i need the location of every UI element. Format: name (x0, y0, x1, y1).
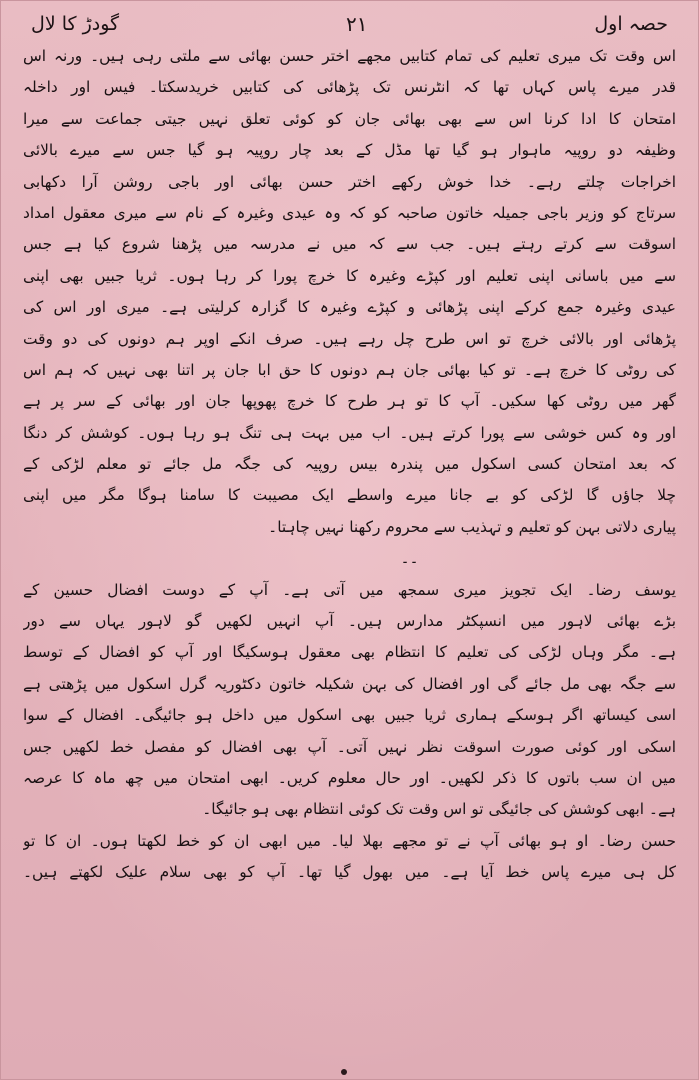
text-line: قدر میرے پاس کہاں تھا کہ انٹرنس تک پڑھائی کی کتابیں خریدسکتا۔ فیس اور داخلہ (23, 78, 676, 97)
text-line: حسن رضا۔ او ہو بھائی آپ نے تو مجھے بھلا لیا۔ میں ابھی ان کو خط لکھتا ہوں۔ ان کا تو (23, 831, 676, 850)
text-line: اسکی اور کوئی صورت اسوقت نظر نہیں آتی۔ آپ بھی افضال کو مفصل خط لکھیں جس (23, 737, 676, 756)
part-label: حصہ اول (594, 13, 668, 35)
text-line: پڑھائی اور بالائی خرچ تو اس طرح چل رہے ہیں۔ صرف انکے اوپر ہم دونوں کی دو وقت (23, 329, 676, 348)
text-line: سے میں باسانی اپنی تعلیم اور کپڑے وغیرہ کا خرچ پورا کر رہا ہوں۔ ثریا جبیں بھی اپنی (23, 266, 676, 285)
text-line: گھر میں روٹی کھا سکیں۔ آپ کا تو ہر طرح کا خرچ پھوپھا جان اور بھائی کے سر پر ہے (23, 392, 676, 411)
text-line: بڑے بھائی لاہور میں انسپکٹر مدارس ہیں۔ آپ انہیں لکھیں گو لاہور یہاں سے دور (23, 612, 676, 631)
text-line: امتحان کا ادا کرنا اس سے بھی بھائی جان کو کوئی تعلق نہیں جیتی جماعت سے میرا (23, 109, 676, 128)
text-line: سرتاج کو وزیر باجی جمیلہ خاتون صاحبہ کو کہ وہ عیدی وغیرہ کے نام سے میری معقول امداد (23, 203, 676, 222)
text-line: ہے۔ ابھی کوشش کی جائیگی تو اس وقت تک کوئی انتظام بھی ہو جائیگا۔ (202, 800, 676, 819)
text-line: پیاری دلاتی بہن کو تعلیم و تہذیب سے محروم رکھنا نہیں چاہتا۔ (268, 517, 676, 536)
text-line: یوسف رضا۔ ایک تجویز میری سمجھ میں آتی ہے۔ آپ کے دوست افضال حسین کے (23, 580, 676, 599)
text-line: سے جگہ بھی مل جائے گی اور افضال کی بہن شکیلہ خاتون دکٹوریہ گرل اسکول میں پڑھتی ہے (23, 674, 676, 693)
footer-dot (341, 1069, 347, 1075)
text-line: اور وہ کس خوشی سے پورا کرتے ہیں۔ اب میں بہت ہی تنگ ہو رہا ہوں۔ کوشش کر دنگا (23, 423, 676, 442)
running-title: گودڑ کا لال (31, 13, 120, 35)
text-line: کی روٹی کا خرچ ہے۔ تو کیا بھائی جان ہم دونوں کا حق ابا جان پر اتنا بھی نہیں کہ ہم اس (23, 360, 676, 379)
page-header (31, 9, 668, 39)
text-line: عیدی وغیرہ جمع کرکے اپنی پڑھائی و کپڑے وغیرہ کا گزارہ کرلیتی ہے۔ میری اور اس کی (23, 298, 676, 317)
text-line: وظیفہ دو روپیہ ماہوار ہو گیا تھا مڈل کے بعد چار روپیہ ہو گیا جس سے میرے بالائی (23, 141, 676, 160)
text-line: ہے۔ مگر وہاں لڑکی کی تعلیم کا انتظام بھی معقول ہوسکیگا اور آپ کو افضال کے توسط (23, 643, 676, 662)
text-line: چلا جاؤں گا لڑکی کو بے جانا میرے واسطے ایک مصیبت کا سامنا ہوگا مگر میں اپنی (23, 486, 676, 505)
text-line: کل ہی میرے پاس خط آیا ہے۔ میں بھول گیا تھا۔ آپ کو بھی سلام علیک لکھتے ہیں۔ (23, 863, 676, 882)
text-line: میں ان سب باتوں کا ذکر لکھیں۔ اور حال معلوم کریں۔ ابھی امتحان میں چھ ماہ کا عرصہ (23, 768, 676, 787)
section-separator: ۔۔ (400, 549, 419, 568)
body-text (23, 41, 676, 889)
text-line: کہ بعد امتحان کسی اسکول میں پندرہ بیس روپیہ کی جگہ مل جائے تو معلم لڑکی کے (23, 455, 676, 474)
text-line: اسوقت سے کرتے رہتے ہیں۔ جب سے کہ میں نے مدرسہ میں پڑھنا شروع کیا ہے جس (23, 235, 676, 254)
page-number: ۲۱ (345, 12, 368, 36)
text-line: اس وقت تک میری تعلیم کی تمام کتابیں مجھے اختر حسن بھائی سے ملتی رہی ہیں۔ ورنہ اس (23, 47, 676, 65)
text-line: اسی کیساتھ اگر ہوسکے ہماری ثریا جبیں بھی اسکول میں داخل ہو جائیگی۔ افضال کے سوا (23, 706, 676, 725)
text-line: اخراجات چلتے رہے۔ خدا خوش رکھے اختر حسن بھائی اور باجی روشن آرا دکھابی (23, 172, 676, 191)
